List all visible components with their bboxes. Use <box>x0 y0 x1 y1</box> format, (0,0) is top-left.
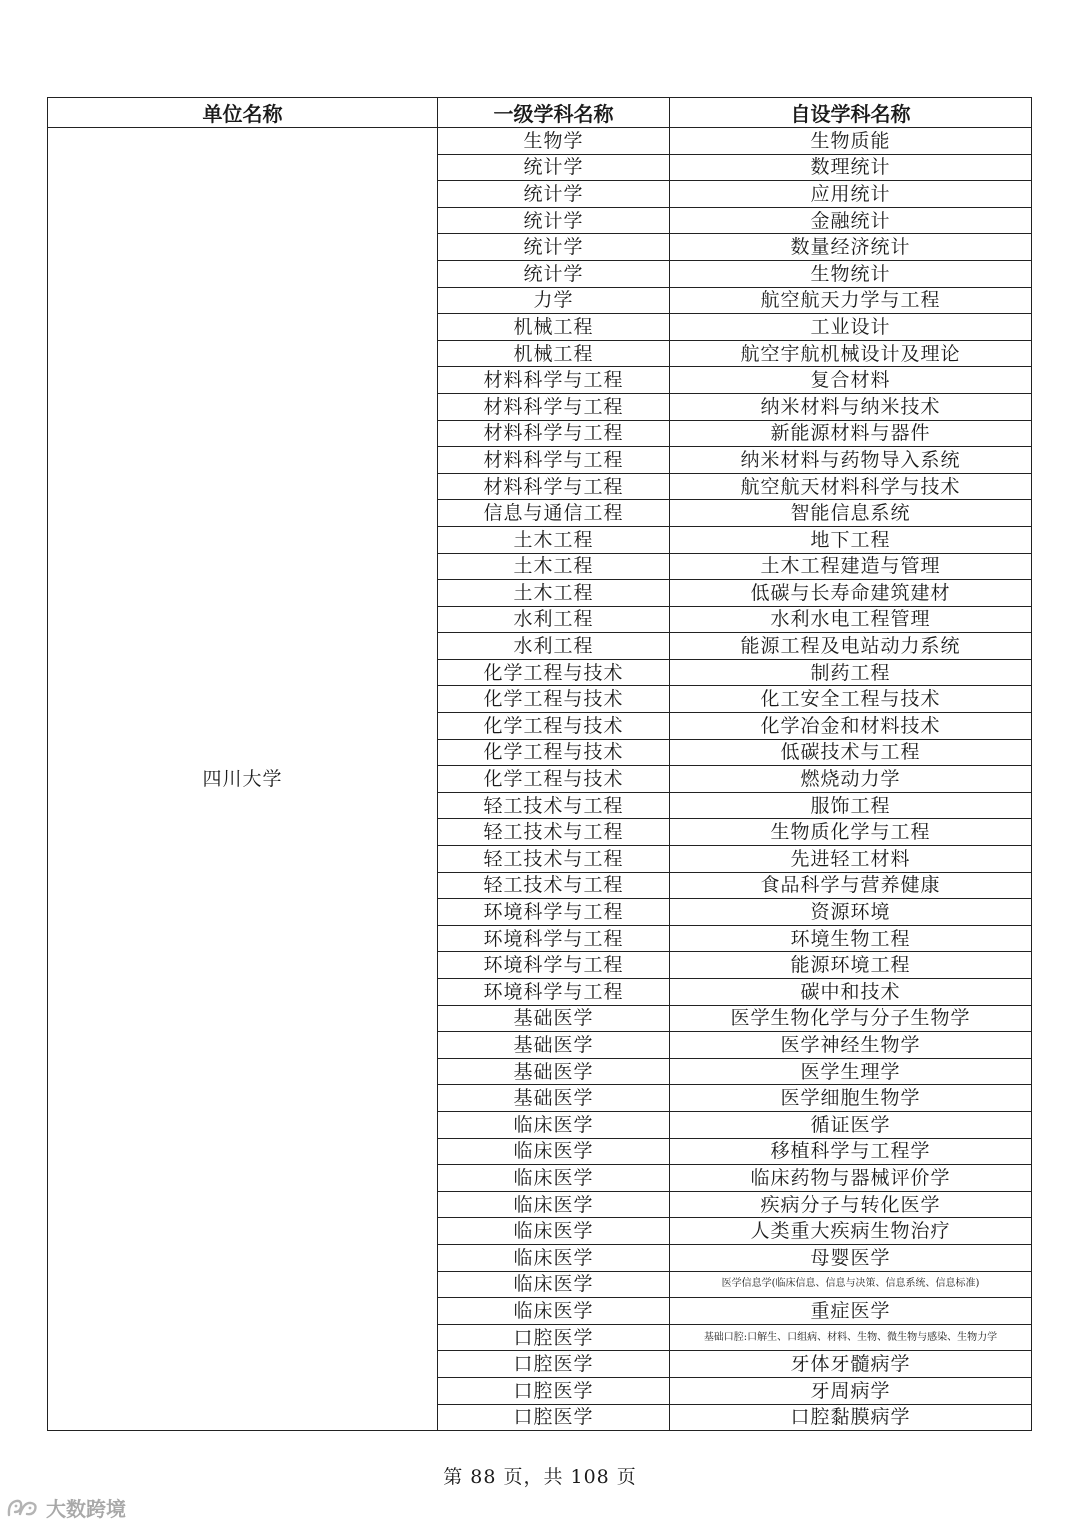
header-first-level-discipline: 一级学科名称 <box>438 98 670 128</box>
first-level-discipline-cell: 统计学 <box>438 260 670 287</box>
first-level-discipline-cell: 环境科学与工程 <box>438 979 670 1006</box>
custom-discipline-cell: 制药工程 <box>670 659 1032 686</box>
first-level-discipline-cell: 机械工程 <box>438 340 670 367</box>
first-level-discipline-cell: 化学工程与技术 <box>438 766 670 793</box>
unit-name-cell: 四川大学 <box>48 128 438 1431</box>
brand-logo-icon <box>6 1497 40 1519</box>
custom-discipline-cell: 先进轻工材料 <box>670 846 1032 873</box>
first-level-discipline-cell: 材料科学与工程 <box>438 420 670 447</box>
first-level-discipline-cell: 力学 <box>438 287 670 314</box>
subject-table <box>47 97 1032 1431</box>
first-level-discipline-cell: 化学工程与技术 <box>438 686 670 713</box>
custom-discipline-cell: 生物质化学与工程 <box>670 819 1032 846</box>
first-level-discipline-cell: 临床医学 <box>438 1191 670 1218</box>
first-level-discipline-cell: 基础医学 <box>438 1005 670 1032</box>
custom-discipline-cell: 水利水电工程管理 <box>670 606 1032 633</box>
first-level-discipline-cell: 材料科学与工程 <box>438 393 670 420</box>
first-level-discipline-cell: 材料科学与工程 <box>438 473 670 500</box>
custom-discipline-cell: 航空宇航机械设计及理论 <box>670 340 1032 367</box>
first-level-discipline-cell: 基础医学 <box>438 1032 670 1059</box>
custom-discipline-cell: 能源环境工程 <box>670 952 1032 979</box>
custom-discipline-cell: 医学生物化学与分子生物学 <box>670 1005 1032 1032</box>
first-level-discipline-cell: 材料科学与工程 <box>438 367 670 394</box>
first-level-discipline-cell: 化学工程与技术 <box>438 739 670 766</box>
first-level-discipline-cell: 口腔医学 <box>438 1377 670 1404</box>
custom-discipline-cell: 疾病分子与转化医学 <box>670 1191 1032 1218</box>
custom-discipline-cell: 人类重大疾病生物治疗 <box>670 1218 1032 1245</box>
first-level-discipline-cell: 基础医学 <box>438 1085 670 1112</box>
header-custom-discipline: 自设学科名称 <box>670 98 1032 128</box>
first-level-discipline-cell: 生物学 <box>438 128 670 155</box>
custom-discipline-cell: 化学冶金和材料技术 <box>670 713 1032 740</box>
custom-discipline-cell: 食品科学与营养健康 <box>670 872 1032 899</box>
first-level-discipline-cell: 环境科学与工程 <box>438 899 670 926</box>
custom-discipline-cell: 燃烧动力学 <box>670 766 1032 793</box>
custom-discipline-cell: 航空航天力学与工程 <box>670 287 1032 314</box>
watermark-text: 大数跨境 <box>46 1497 126 1521</box>
custom-discipline-cell: 环境生物工程 <box>670 925 1032 952</box>
first-level-discipline-cell: 信息与通信工程 <box>438 500 670 527</box>
table-body <box>48 128 1032 1431</box>
first-level-discipline-cell: 统计学 <box>438 207 670 234</box>
custom-discipline-cell: 母婴医学 <box>670 1244 1032 1271</box>
custom-discipline-cell: 牙体牙髓病学 <box>670 1351 1032 1378</box>
table-header-row <box>48 98 1032 128</box>
first-level-discipline-cell: 环境科学与工程 <box>438 925 670 952</box>
custom-discipline-cell: 化工安全工程与技术 <box>670 686 1032 713</box>
first-level-discipline-cell: 临床医学 <box>438 1165 670 1192</box>
first-level-discipline-cell: 化学工程与技术 <box>438 659 670 686</box>
first-level-discipline-cell: 统计学 <box>438 181 670 208</box>
custom-discipline-cell: 生物质能 <box>670 128 1032 155</box>
custom-discipline-cell: 资源环境 <box>670 899 1032 926</box>
custom-discipline-cell: 医学信息学(临床信息、信息与决策、信息系统、信息标准) <box>670 1271 1032 1298</box>
first-level-discipline-cell: 轻工技术与工程 <box>438 846 670 873</box>
custom-discipline-cell: 口腔黏膜病学 <box>670 1404 1032 1431</box>
first-level-discipline-cell: 基础医学 <box>438 1058 670 1085</box>
custom-discipline-cell: 移植科学与工程学 <box>670 1138 1032 1165</box>
first-level-discipline-cell: 临床医学 <box>438 1111 670 1138</box>
custom-discipline-cell: 航空航天材料科学与技术 <box>670 473 1032 500</box>
first-level-discipline-cell: 统计学 <box>438 234 670 261</box>
custom-discipline-cell: 低碳与长寿命建筑建材 <box>670 580 1032 607</box>
custom-discipline-cell: 服饰工程 <box>670 792 1032 819</box>
first-level-discipline-cell: 土木工程 <box>438 580 670 607</box>
first-level-discipline-cell: 统计学 <box>438 154 670 181</box>
first-level-discipline-cell: 轻工技术与工程 <box>438 792 670 819</box>
custom-discipline-cell: 医学生理学 <box>670 1058 1032 1085</box>
custom-discipline-cell: 应用统计 <box>670 181 1032 208</box>
first-level-discipline-cell: 水利工程 <box>438 633 670 660</box>
page-number: 第 88 页，共 108 页 <box>443 1466 637 1488</box>
custom-discipline-cell: 数量经济统计 <box>670 234 1032 261</box>
custom-discipline-cell: 纳米材料与纳米技术 <box>670 393 1032 420</box>
table-row <box>48 128 1032 155</box>
first-level-discipline-cell: 口腔医学 <box>438 1404 670 1431</box>
custom-discipline-cell: 地下工程 <box>670 526 1032 553</box>
custom-discipline-cell: 基础口腔:口解生、口组病、材料、生物、微生物与感染、生物力学 <box>670 1324 1032 1351</box>
custom-discipline-cell: 碳中和技术 <box>670 979 1032 1006</box>
header-unit-name: 单位名称 <box>48 98 438 128</box>
first-level-discipline-cell: 水利工程 <box>438 606 670 633</box>
first-level-discipline-cell: 化学工程与技术 <box>438 713 670 740</box>
custom-discipline-cell: 循证医学 <box>670 1111 1032 1138</box>
custom-discipline-cell: 工业设计 <box>670 314 1032 341</box>
first-level-discipline-cell: 土木工程 <box>438 553 670 580</box>
custom-discipline-cell: 新能源材料与器件 <box>670 420 1032 447</box>
custom-discipline-cell: 智能信息系统 <box>670 500 1032 527</box>
watermark <box>6 1493 126 1522</box>
first-level-discipline-cell: 轻工技术与工程 <box>438 872 670 899</box>
custom-discipline-cell: 低碳技术与工程 <box>670 739 1032 766</box>
first-level-discipline-cell: 土木工程 <box>438 526 670 553</box>
first-level-discipline-cell: 机械工程 <box>438 314 670 341</box>
custom-discipline-cell: 医学细胞生物学 <box>670 1085 1032 1112</box>
custom-discipline-cell: 生物统计 <box>670 260 1032 287</box>
custom-discipline-cell: 临床药物与器械评价学 <box>670 1165 1032 1192</box>
custom-discipline-cell: 重症医学 <box>670 1298 1032 1325</box>
custom-discipline-cell: 土木工程建造与管理 <box>670 553 1032 580</box>
first-level-discipline-cell: 临床医学 <box>438 1138 670 1165</box>
custom-discipline-cell: 复合材料 <box>670 367 1032 394</box>
first-level-discipline-cell: 轻工技术与工程 <box>438 819 670 846</box>
custom-discipline-cell: 牙周病学 <box>670 1377 1032 1404</box>
custom-discipline-cell: 纳米材料与药物导入系统 <box>670 447 1032 474</box>
first-level-discipline-cell: 口腔医学 <box>438 1351 670 1378</box>
custom-discipline-cell: 数理统计 <box>670 154 1032 181</box>
first-level-discipline-cell: 临床医学 <box>438 1298 670 1325</box>
first-level-discipline-cell: 临床医学 <box>438 1218 670 1245</box>
first-level-discipline-cell: 口腔医学 <box>438 1324 670 1351</box>
first-level-discipline-cell: 环境科学与工程 <box>438 952 670 979</box>
first-level-discipline-cell: 临床医学 <box>438 1271 670 1298</box>
custom-discipline-cell: 医学神经生物学 <box>670 1032 1032 1059</box>
first-level-discipline-cell: 临床医学 <box>438 1244 670 1271</box>
first-level-discipline-cell: 材料科学与工程 <box>438 447 670 474</box>
custom-discipline-cell: 金融统计 <box>670 207 1032 234</box>
custom-discipline-cell: 能源工程及电站动力系统 <box>670 633 1032 660</box>
